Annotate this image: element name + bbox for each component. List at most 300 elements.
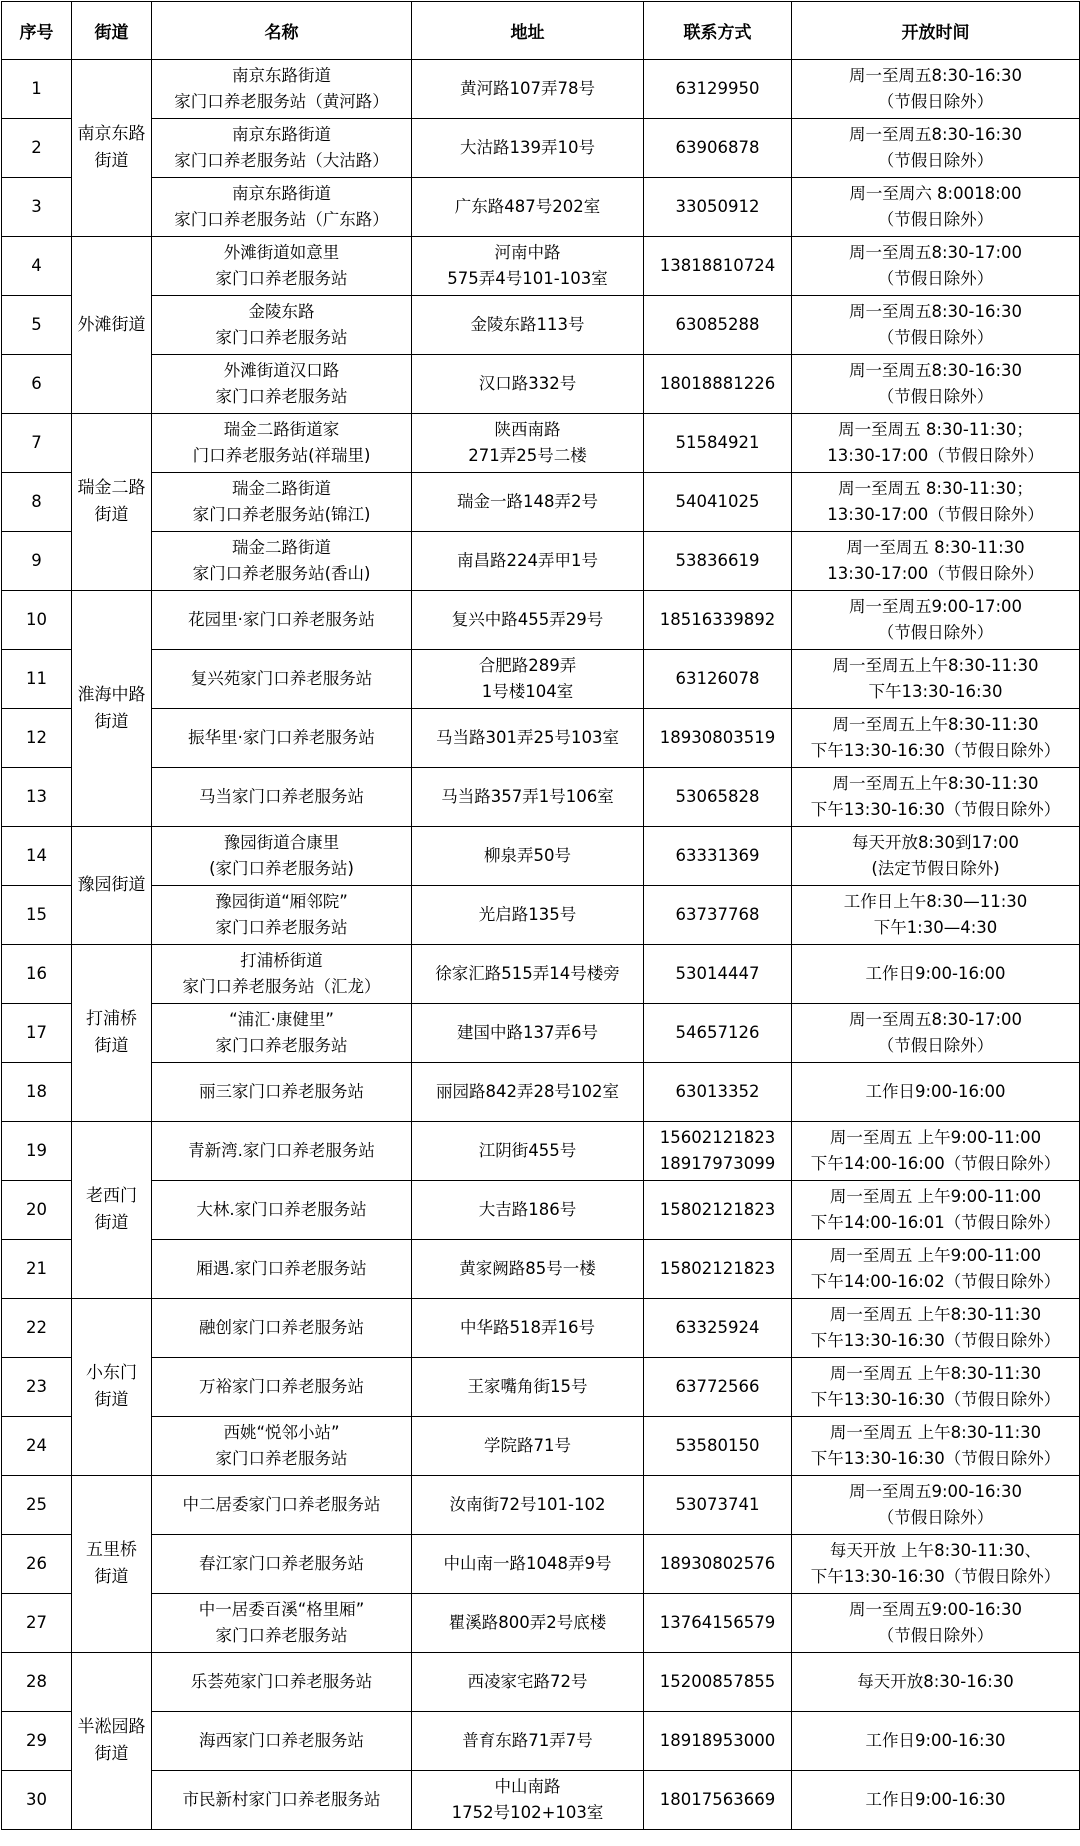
opening-hours-line: 下午13:30-16:30（节假日除外） (810, 1390, 1061, 1409)
station-address-line: 合肥路289弄 (478, 656, 577, 675)
table-row (2, 1417, 1080, 1476)
opening-hours-line: 周一至周五8:30-16:30 (848, 302, 1023, 321)
station-address-line: 金陵东路113号 (470, 315, 585, 334)
station-name (152, 827, 412, 886)
station-address (412, 709, 644, 768)
opening-hours-line: 下午13:30-16:30（节假日除外） (810, 741, 1061, 760)
street-cell (72, 1299, 152, 1476)
street-cell (72, 1122, 152, 1299)
station-name (152, 296, 412, 355)
station-address (412, 1476, 644, 1535)
header-no: 序号 (2, 2, 72, 60)
station-name-line: 家门口养老服务站 (215, 918, 348, 937)
station-contact-line: 63013352 (675, 1082, 760, 1101)
opening-hours-line: 周一至周六 8:0018:00 (849, 184, 1022, 203)
table-row (2, 827, 1080, 886)
row-number: 22 (2, 1299, 72, 1358)
station-name-line: 家门口养老服务站 (215, 387, 348, 406)
opening-hours-line: 工作日9:00-16:30 (865, 1790, 1006, 1809)
street-cell-line: 街道 (94, 151, 129, 171)
station-address-line: 中山南一路1048弄9号 (443, 1554, 612, 1573)
row-number: 12 (2, 709, 72, 768)
row-number: 8 (2, 473, 72, 532)
opening-hours (792, 355, 1080, 414)
opening-hours-line: 周一至周五 上午9:00-11:00 (829, 1246, 1042, 1265)
station-name-line: 豫园街道合康里 (223, 833, 340, 852)
station-name-line: 市民新村家门口养老服务站 (182, 1790, 381, 1809)
station-name (152, 1063, 412, 1122)
header-contact: 联系方式 (644, 2, 792, 60)
station-address-line: 汝南街72号101-102 (449, 1495, 606, 1514)
opening-hours-line: （节假日除外） (877, 328, 994, 347)
table-row (2, 1299, 1080, 1358)
street-cell-line: 街道 (94, 1744, 129, 1764)
row-number: 6 (2, 355, 72, 414)
station-contact (644, 60, 792, 119)
opening-hours (792, 591, 1080, 650)
table-row (2, 650, 1080, 709)
header-row (2, 2, 1080, 60)
opening-hours-line: 工作日上午8:30—11:30 (843, 892, 1028, 911)
opening-hours-line: 下午13:30-16:30（节假日除外） (810, 1567, 1061, 1586)
station-contact (644, 650, 792, 709)
row-number: 7 (2, 414, 72, 473)
station-name (152, 473, 412, 532)
station-name-line: (家门口养老服务站) (209, 859, 354, 878)
opening-hours-line: 周一至周五8:30-17:00 (848, 1010, 1023, 1029)
row-number: 13 (2, 768, 72, 827)
opening-hours-line: 周一至周五9:00-17:00 (848, 597, 1023, 616)
table-row (2, 1594, 1080, 1653)
station-contact (644, 178, 792, 237)
station-name-line: 青新湾.家门口养老服务站 (188, 1141, 375, 1160)
station-address-line: 陕西南路 (494, 420, 561, 439)
header-street: 街道 (72, 2, 152, 60)
row-number: 27 (2, 1594, 72, 1653)
station-name-line: 豫园街道“厢邻院” (215, 892, 348, 911)
row-number: 15 (2, 886, 72, 945)
opening-hours (792, 1417, 1080, 1476)
table-row (2, 591, 1080, 650)
station-name-line: 家门口养老服务站 (215, 328, 348, 347)
station-contact-line: 53014447 (675, 964, 760, 983)
station-contact (644, 1358, 792, 1417)
opening-hours-line: 周一至周五 8:30-11:30 (846, 538, 1025, 557)
street-cell-line: 街道 (94, 1567, 129, 1587)
station-name-line: 家门口养老服务站（广东路） (174, 210, 389, 229)
station-address (412, 237, 644, 296)
station-address (412, 1535, 644, 1594)
station-name-line: 中一居委百溪“格里厢” (198, 1600, 365, 1619)
table-row (2, 1181, 1080, 1240)
station-address (412, 178, 644, 237)
table-row (2, 60, 1080, 119)
station-contact-line: 63126078 (675, 669, 760, 688)
opening-hours-line: （节假日除外） (877, 1036, 994, 1055)
street-cell (72, 945, 152, 1122)
station-name (152, 591, 412, 650)
station-address (412, 60, 644, 119)
station-address-line: 建国中路137弄6号 (457, 1023, 598, 1042)
station-contact (644, 1712, 792, 1771)
station-name-line: 打浦桥街道 (240, 951, 323, 970)
opening-hours-line: 下午13:30-16:30 (868, 682, 1003, 701)
station-contact-line: 13818810724 (659, 256, 776, 275)
station-contact-line: 63331369 (675, 846, 760, 865)
station-address (412, 1181, 644, 1240)
station-contact-line: 63737768 (675, 905, 760, 924)
station-contact (644, 1535, 792, 1594)
street-cell-line: 街道 (94, 505, 129, 525)
station-contact (644, 532, 792, 591)
station-name (152, 119, 412, 178)
station-contact-line: 63772566 (675, 1377, 760, 1396)
street-cell-line: 半淞园路 (77, 1717, 146, 1737)
street-cell-line: 街道 (94, 1213, 129, 1233)
table-row (2, 945, 1080, 1004)
station-address-line: 大沽路139弄10号 (460, 138, 595, 157)
station-contact (644, 1476, 792, 1535)
station-name (152, 355, 412, 414)
station-name (152, 1417, 412, 1476)
opening-hours-line: 周一至周五 上午9:00-11:00 (829, 1187, 1042, 1206)
street-cell (72, 1653, 152, 1830)
header-name: 名称 (152, 2, 412, 60)
station-address-line: 271弄25号二楼 (468, 446, 587, 465)
opening-hours-line: 周一至周五 上午8:30-11:30 (829, 1423, 1042, 1442)
row-number: 5 (2, 296, 72, 355)
station-address (412, 827, 644, 886)
opening-hours (792, 1358, 1080, 1417)
station-contact-line: 53065828 (675, 787, 760, 806)
street-cell-line: 老西门 (86, 1186, 137, 1206)
station-contact (644, 1063, 792, 1122)
opening-hours-line: （节假日除外） (877, 210, 994, 229)
station-contact (644, 1181, 792, 1240)
station-name (152, 886, 412, 945)
station-address (412, 768, 644, 827)
station-name-line: “浦汇·康健里” (229, 1010, 334, 1029)
station-contact-line: 13764156579 (659, 1613, 776, 1632)
station-name-line: 金陵东路 (248, 302, 315, 321)
station-contact (644, 119, 792, 178)
opening-hours (792, 886, 1080, 945)
station-address-line: 马当路301弄25号103室 (436, 728, 619, 747)
opening-hours-line: 每天开放8:30到17:00 (851, 833, 1020, 852)
station-address-line: 光启路135号 (478, 905, 577, 924)
table-row (2, 532, 1080, 591)
opening-hours-line: 周一至周五 8:30-11:30； (838, 479, 1033, 498)
station-contact-line: 18930802576 (659, 1554, 776, 1573)
station-name (152, 768, 412, 827)
table-row (2, 1476, 1080, 1535)
station-address (412, 1771, 644, 1830)
opening-hours (792, 1535, 1080, 1594)
opening-hours-line: 下午13:30-16:30（节假日除外） (810, 1449, 1061, 1468)
table-row (2, 709, 1080, 768)
station-address-line: 1号楼104室 (481, 682, 574, 701)
opening-hours (792, 1712, 1080, 1771)
station-name-line: 南京东路街道 (232, 184, 331, 203)
row-number: 1 (2, 60, 72, 119)
station-name-line: 西姚“悦邻小站” (223, 1423, 340, 1442)
table-row (2, 1712, 1080, 1771)
station-name-line: 家门口养老服务站（黄河路） (174, 92, 389, 111)
station-name-line: 瑞金二路街道 (232, 479, 331, 498)
station-name (152, 1004, 412, 1063)
station-contact-line: 18516339892 (659, 610, 776, 629)
table-row (2, 1653, 1080, 1712)
station-contact-line: 63085288 (675, 315, 760, 334)
street-cell (72, 237, 152, 414)
station-address (412, 945, 644, 1004)
row-number: 30 (2, 1771, 72, 1830)
opening-hours (792, 1181, 1080, 1240)
station-name (152, 1653, 412, 1712)
opening-hours-line: 周一至周五 上午8:30-11:30 (829, 1364, 1042, 1383)
station-address-line: 复兴中路455弄29号 (451, 610, 604, 629)
row-number: 10 (2, 591, 72, 650)
opening-hours (792, 1476, 1080, 1535)
opening-hours-line: （节假日除外） (877, 1626, 994, 1645)
station-address (412, 650, 644, 709)
station-address-line: 黄河路107弄78号 (460, 79, 595, 98)
station-contact (644, 237, 792, 296)
street-cell-line: 外滩街道 (77, 314, 146, 335)
row-number: 24 (2, 1417, 72, 1476)
station-address-line: 汉口路332号 (478, 374, 577, 393)
opening-hours-line: （节假日除外） (877, 92, 994, 111)
station-name-line: 振华里·家门口养老服务站 (188, 728, 375, 747)
opening-hours (792, 1771, 1080, 1830)
station-address-line: 大吉路186号 (478, 1200, 577, 1219)
opening-hours-line: 周一至周五8:30-16:30 (848, 125, 1023, 144)
station-address-line: 广东路487号202室 (454, 197, 601, 216)
opening-hours (792, 60, 1080, 119)
row-number: 19 (2, 1122, 72, 1181)
opening-hours-line: (法定节假日除外) (871, 859, 1000, 878)
station-name-line: 春江家门口养老服务站 (199, 1554, 364, 1573)
opening-hours-line: （节假日除外） (877, 387, 994, 406)
station-name-line: 瑞金二路街道 (232, 538, 331, 557)
opening-hours-line: 周一至周五 8:30-11:30； (838, 420, 1033, 439)
opening-hours (792, 1240, 1080, 1299)
street-cell-line: 街道 (94, 1036, 129, 1056)
row-number: 2 (2, 119, 72, 178)
station-address-line: 中华路518弄16号 (460, 1318, 595, 1337)
station-address-line: 丽园路842弄28号102室 (436, 1082, 619, 1101)
opening-hours (792, 473, 1080, 532)
opening-hours-line: 每天开放 上午8:30-11:30、 (829, 1541, 1042, 1560)
station-name-line: 万裕家门口养老服务站 (199, 1377, 364, 1396)
station-name-line: 乐荟苑家门口养老服务站 (190, 1672, 373, 1691)
street-cell-line: 南京东路 (77, 124, 146, 144)
station-address (412, 414, 644, 473)
opening-hours (792, 1299, 1080, 1358)
station-address-line: 马当路357弄1号106室 (441, 787, 614, 806)
opening-hours (792, 827, 1080, 886)
station-name-line: 海西家门口养老服务站 (199, 1731, 364, 1750)
table-row (2, 1535, 1080, 1594)
station-contact (644, 1004, 792, 1063)
street-cell-line: 小东门 (86, 1363, 137, 1383)
opening-hours (792, 414, 1080, 473)
station-address (412, 355, 644, 414)
opening-hours-line: （节假日除外） (877, 269, 994, 288)
station-contact (644, 886, 792, 945)
station-contact-line: 15200857855 (659, 1672, 776, 1691)
station-contact (644, 1653, 792, 1712)
station-contact (644, 827, 792, 886)
station-name-line: 家门口养老服务站（大沽路） (174, 151, 389, 170)
station-address-line: 1752号102+103室 (451, 1803, 604, 1822)
station-contact-line: 63906878 (675, 138, 760, 157)
station-name (152, 1476, 412, 1535)
station-contact-line: 63325924 (675, 1318, 760, 1337)
table-row (2, 1771, 1080, 1830)
row-number: 20 (2, 1181, 72, 1240)
station-contact (644, 709, 792, 768)
station-contact-line: 18018881226 (659, 374, 776, 393)
station-address-line: 柳泉弄50号 (484, 846, 571, 865)
station-address (412, 119, 644, 178)
station-contact-line: 54657126 (675, 1023, 760, 1042)
station-address-line: 南昌路224弄甲1号 (457, 551, 598, 570)
station-address-line: 瑞金一路148弄2号 (457, 492, 598, 511)
station-contact (644, 945, 792, 1004)
station-name-line: 门口养老服务站(祥瑞里) (192, 446, 371, 465)
station-address-line: 徐家汇路515弄14号楼旁 (435, 964, 620, 983)
opening-hours (792, 1594, 1080, 1653)
station-name-line: 马当家门口养老服务站 (199, 787, 364, 806)
street-cell (72, 414, 152, 591)
opening-hours-line: 13:30-17:00（节假日除外） (827, 505, 1044, 524)
station-address-line: 普育东路71弄7号 (462, 1731, 593, 1750)
street-cell (72, 827, 152, 945)
row-number: 14 (2, 827, 72, 886)
station-address-line: 河南中路 (494, 243, 561, 262)
opening-hours-line: 周一至周五上午8:30-11:30 (832, 774, 1039, 793)
station-name-line: 南京东路街道 (232, 66, 331, 85)
table-row (2, 237, 1080, 296)
station-contact (644, 473, 792, 532)
opening-hours-line: 每天开放8:30-16:30 (857, 1672, 1014, 1691)
street-cell (72, 591, 152, 827)
opening-hours-line: 周一至周五 上午8:30-11:30 (829, 1305, 1042, 1324)
station-name (152, 178, 412, 237)
opening-hours-line: 工作日9:00-16:00 (865, 964, 1006, 983)
row-number: 23 (2, 1358, 72, 1417)
opening-hours (792, 296, 1080, 355)
station-name-line: 瑞金二路街道家 (223, 420, 340, 439)
station-contact (644, 1417, 792, 1476)
station-name-line: 家门口养老服务站（汇龙） (182, 977, 381, 996)
opening-hours-line: 工作日9:00-16:00 (865, 1082, 1006, 1101)
station-address (412, 296, 644, 355)
station-name (152, 532, 412, 591)
station-contact-line: 15802121823 (659, 1259, 776, 1278)
station-name-line: 家门口养老服务站(香山) (192, 564, 371, 583)
station-address-line: 575弄4号101-103室 (447, 269, 608, 288)
station-name (152, 1240, 412, 1299)
station-name-line: 家门口养老服务站 (215, 1036, 348, 1055)
table-row (2, 119, 1080, 178)
opening-hours-line: （节假日除外） (877, 1508, 994, 1527)
street-cell (72, 1476, 152, 1653)
street-cell (72, 60, 152, 237)
opening-hours-line: 下午14:00-16:01（节假日除外） (810, 1213, 1061, 1232)
station-name (152, 414, 412, 473)
station-contact (644, 1122, 792, 1181)
station-name-line: 家门口养老服务站 (215, 1626, 348, 1645)
row-number: 21 (2, 1240, 72, 1299)
table-header (2, 2, 1080, 60)
opening-hours-line: 周一至周五 上午9:00-11:00 (829, 1128, 1042, 1147)
opening-hours (792, 1653, 1080, 1712)
station-name (152, 1358, 412, 1417)
station-address (412, 1122, 644, 1181)
table-row (2, 1004, 1080, 1063)
opening-hours-line: （节假日除外） (877, 151, 994, 170)
station-contact-line: 18917973099 (659, 1154, 776, 1173)
station-name-line: 厢遇.家门口养老服务站 (196, 1259, 367, 1278)
opening-hours (792, 1004, 1080, 1063)
opening-hours-line: 周一至周五8:30-17:00 (848, 243, 1023, 262)
opening-hours (792, 1122, 1080, 1181)
opening-hours-line: 下午13:30-16:30（节假日除外） (810, 800, 1061, 819)
opening-hours (792, 237, 1080, 296)
station-name-line: 家门口养老服务站(锦江) (192, 505, 371, 524)
station-name (152, 1122, 412, 1181)
opening-hours-line: 13:30-17:00（节假日除外） (827, 564, 1044, 583)
row-number: 3 (2, 178, 72, 237)
row-number: 16 (2, 945, 72, 1004)
station-name (152, 1594, 412, 1653)
station-address-line: 黄家阙路85号一楼 (459, 1259, 596, 1278)
street-cell-line: 豫园街道 (77, 875, 146, 895)
station-contact-line: 15602121823 (659, 1128, 776, 1147)
station-name (152, 237, 412, 296)
opening-hours (792, 178, 1080, 237)
station-address (412, 1004, 644, 1063)
station-address-line: 西凌家宅路72号 (467, 1672, 588, 1691)
opening-hours-line: 下午1:30—4:30 (873, 918, 998, 937)
station-name (152, 1771, 412, 1830)
station-name (152, 1299, 412, 1358)
station-contact (644, 296, 792, 355)
station-contact (644, 768, 792, 827)
station-name (152, 1712, 412, 1771)
station-name (152, 1535, 412, 1594)
table-row (2, 414, 1080, 473)
station-contact-line: 63129950 (675, 79, 760, 98)
station-address (412, 1594, 644, 1653)
station-address-line: 学院路71号 (484, 1436, 571, 1455)
table-row (2, 473, 1080, 532)
opening-hours-line: 13:30-17:00（节假日除外） (827, 446, 1044, 465)
station-address-line: 王家嘴角街15号 (467, 1377, 588, 1396)
station-name-line: 融创家门口养老服务站 (199, 1318, 364, 1337)
opening-hours-line: 周一至周五9:00-16:30 (848, 1482, 1023, 1501)
station-name-line: 南京东路街道 (232, 125, 331, 144)
station-name-line: 中二居委家门口养老服务站 (182, 1495, 381, 1514)
station-name (152, 650, 412, 709)
station-address (412, 1653, 644, 1712)
street-cell-line: 淮海中路 (77, 684, 146, 705)
station-contact-line: 18930803519 (659, 728, 776, 747)
station-name-line: 大林.家门口养老服务站 (196, 1200, 367, 1219)
opening-hours (792, 709, 1080, 768)
